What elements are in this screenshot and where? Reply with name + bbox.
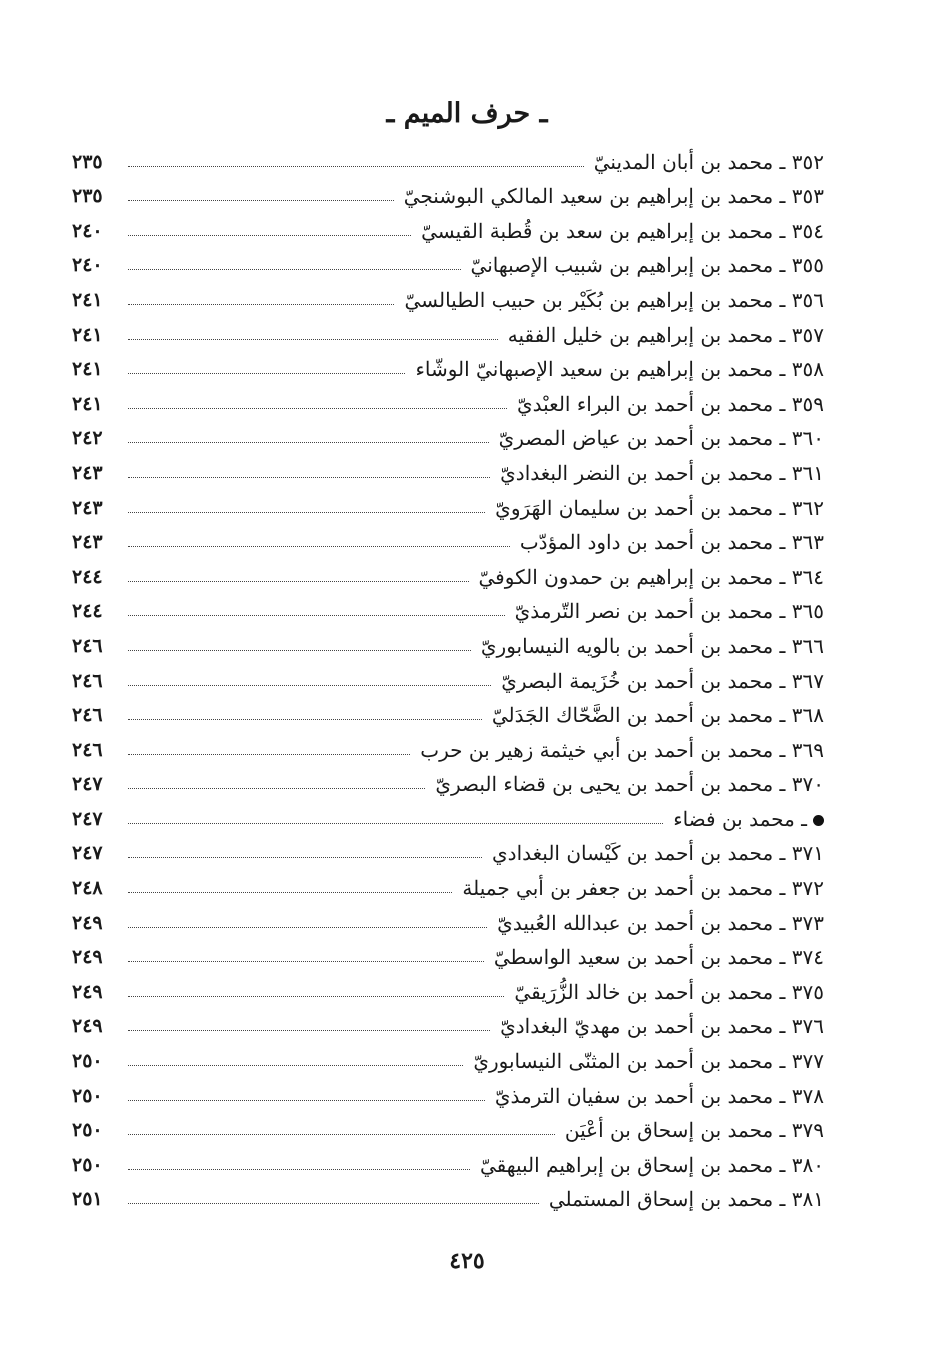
entry-title [492, 703, 824, 730]
index-entry [72, 1041, 824, 1076]
entry-page-number: ٢٤١ [72, 392, 103, 415]
entry-title-text: ٣٧٩ ـ محمد بن إسحاق بن أعْيَن [564, 1118, 824, 1143]
index-entry [72, 177, 824, 212]
entry-title-text: ٣٧٤ ـ محمد بن أحمد بن سعيد الواسطيّ [493, 945, 824, 970]
entry-title [520, 530, 824, 557]
index-entry [72, 280, 824, 315]
entry-title [494, 945, 824, 972]
entry-page-number: ٢٤٠ [72, 254, 103, 277]
dot-leader [128, 1065, 463, 1066]
index-entry [72, 730, 824, 765]
dot-leader [128, 650, 471, 651]
entry-title-text: ٣٧٥ ـ محمد بن أحمد بن خالد الزُّرَيقيّ [514, 979, 824, 1004]
entry-title-text: ٣٥٦ ـ محمد بن إبراهيم بن بُكَيْر بن حبيب الطيالسيّ [404, 287, 824, 312]
entry-page-number: ٢٤١ [72, 358, 103, 381]
entry-title-text: ٣٦٨ ـ محمد بن أحمد بن الضَّحّاك الجَدَليّ [491, 703, 824, 728]
entry-page-number: ٢٤٦ [72, 704, 103, 727]
index-entry [72, 1145, 824, 1180]
index-entry-list [72, 142, 824, 1214]
entry-title [404, 184, 824, 211]
dot-leader [128, 477, 490, 478]
dot-leader [128, 408, 507, 409]
entry-page-number: ٢٤٩ [72, 911, 103, 934]
entry-page-number: ٢٤٣ [72, 496, 103, 519]
dot-leader [128, 304, 394, 305]
entry-title [508, 323, 824, 350]
entry-page-number: ٢٥١ [72, 1188, 103, 1211]
dot-leader [128, 1030, 490, 1031]
entry-title-text: ٣٦٢ ـ محمد بن أحمد بن سليمان الهَرَويّ [495, 495, 824, 520]
entry-page-number: ٢٥٠ [72, 1084, 103, 1107]
dot-leader [128, 166, 584, 167]
entry-page-number: ٢٤١ [72, 323, 103, 346]
section-heading: ـ حرف الميم ـ [386, 98, 548, 129]
entry-title-text: ٣٥٨ ـ محمد بن إبراهيم بن سعيد الإصبهانيّ الوشّاء [415, 357, 824, 382]
index-entry [72, 488, 824, 523]
entry-title-text: ٣٥٧ ـ محمد بن إبراهيم بن خليل الفقيه [507, 322, 824, 347]
dot-leader [128, 996, 504, 997]
entry-title-text: ٣٥٣ ـ محمد بن إبراهيم بن سعيد المالكي البوشنجيّ [403, 184, 824, 209]
index-entry [72, 903, 824, 938]
dot-leader [128, 754, 410, 755]
entry-title [495, 1084, 824, 1111]
entry-title-text: ـ محمد بن فضاء [673, 806, 807, 831]
entry-page-number: ٢٤٣ [72, 461, 103, 484]
entry-title [594, 150, 824, 177]
entry-title [404, 288, 824, 315]
dot-leader [128, 269, 461, 270]
dot-leader [128, 1100, 485, 1101]
entry-title [499, 426, 824, 453]
bullet-icon [813, 815, 824, 826]
entry-title-text: ٣٦٥ ـ محمد بن أحمد بن نصر التّرمذيّ [514, 599, 824, 624]
index-entry [72, 696, 824, 731]
entry-page-number: ٢٥٠ [72, 1050, 103, 1073]
entry-title [473, 1049, 824, 1076]
entry-page-number: ٢٤٩ [72, 946, 103, 969]
index-entry [72, 972, 824, 1007]
dot-leader [128, 927, 487, 928]
entry-page-number: ٢٤٧ [72, 842, 103, 865]
entry-page-number: ٢٤٩ [72, 1015, 103, 1038]
dot-leader [128, 546, 510, 547]
entry-title-text: ٣٧١ ـ محمد بن أحمد بن كَيْسان البغدادي [492, 841, 824, 866]
index-entry [72, 557, 824, 592]
entry-title-text: ٣٧٦ ـ محمد بن أحمد بن مهديّ البغداديّ [500, 1014, 824, 1039]
entry-page-number: ٢٤٨ [72, 877, 103, 900]
entry-page-number: ٢٤٦ [72, 669, 103, 692]
dot-leader [128, 788, 425, 789]
entry-title [480, 1153, 824, 1180]
entry-title [673, 807, 824, 834]
dot-leader [128, 442, 489, 443]
entry-title [492, 841, 824, 868]
index-entry [72, 765, 824, 800]
entry-title [435, 772, 824, 799]
entry-title-text: ٣٦٠ ـ محمد بن أحمد بن عياض المصريّ [498, 426, 824, 451]
dot-leader [128, 615, 505, 616]
entry-title-text: ٣٥٥ ـ محمد بن إبراهيم بن شبيب الإصبهانيّ [470, 253, 824, 278]
dot-leader [128, 719, 482, 720]
entry-page-number: ٢٤٧ [72, 807, 103, 830]
dot-leader [128, 235, 411, 236]
entry-page-number: ٢٤٦ [72, 738, 103, 761]
index-entry [72, 592, 824, 627]
dot-leader [128, 373, 405, 374]
entry-title [471, 253, 824, 280]
entry-title-text: ٣٧٠ ـ محمد بن أحمد بن يحيى بن قضاء البصريّ [435, 772, 824, 797]
entry-page-number: ٢٤٣ [72, 531, 103, 554]
dot-leader [128, 961, 484, 962]
index-entry [72, 799, 824, 834]
entry-title [515, 599, 824, 626]
entry-title [415, 357, 824, 384]
entry-title [481, 634, 824, 661]
entry-title-text: ٣٦٣ ـ محمد بن أحمد بن داود المؤدّب [519, 530, 824, 555]
entry-title [549, 1187, 824, 1214]
entry-title-text: ٣٦١ ـ محمد بن أحمد بن النضر البغداديّ [500, 460, 824, 485]
entry-title-text: ٣٥٤ ـ محمد بن إبراهيم بن سعد بن قُطبة القيسيّ [421, 218, 824, 243]
entry-page-number: ٢٤٠ [72, 219, 103, 242]
dot-leader [128, 1169, 470, 1170]
entry-title-text: ٣٧٢ ـ محمد بن أحمد بن جعفر بن أبي جميلة [462, 876, 824, 901]
entry-title [517, 392, 824, 419]
index-entry [72, 1111, 824, 1146]
entry-title-text: ٣٨٠ ـ محمد بن إسحاق بن إبراهيم البيهقيّ [479, 1152, 824, 1177]
entry-title [565, 1118, 824, 1145]
entry-title-text: ٣٦٩ ـ محمد بن أحمد بن أبي خيثمة زهير بن حرب [420, 737, 824, 762]
entry-title [500, 1014, 824, 1041]
entry-page-number: ٢٤٤ [72, 565, 103, 588]
index-entry [72, 868, 824, 903]
entry-page-number: ٢٥٠ [72, 1153, 103, 1176]
entry-title-text: ٣٥٩ ـ محمد بن أحمد بن البراء العبْديّ [516, 391, 824, 416]
index-entry [72, 1180, 824, 1215]
index-entry [72, 211, 824, 246]
dot-leader [128, 1203, 539, 1204]
dot-leader [128, 685, 491, 686]
entry-title [479, 565, 825, 592]
entry-title [514, 980, 824, 1007]
entry-page-number: ٢٣٥ [72, 185, 103, 208]
index-entry [72, 661, 824, 696]
entry-title-text: ٣٥٢ ـ محمد بن أبان المدينيّ [593, 149, 824, 174]
entry-title-text: ٣٧٨ ـ محمد بن أحمد بن سفيان الترمذيّ [494, 1083, 824, 1108]
dot-leader [128, 512, 485, 513]
index-entry [72, 419, 824, 454]
index-entry [72, 315, 824, 350]
entry-page-number: ٢٤٦ [72, 634, 103, 657]
dot-leader [128, 581, 469, 582]
entry-title [495, 496, 824, 523]
entry-page-number: ٢٤٧ [72, 773, 103, 796]
entry-title-text: ٣٦٤ ـ محمد بن إبراهيم بن حمدون الكوفيّ [478, 564, 824, 589]
dot-leader [128, 892, 452, 893]
dot-leader [128, 1134, 555, 1135]
entry-page-number: ٢٤١ [72, 288, 103, 311]
dot-leader [128, 200, 394, 201]
entry-title [420, 738, 824, 765]
page-number: ٤٢٥ [449, 1248, 485, 1274]
dot-leader [128, 823, 663, 824]
entry-title-text: ٣٨١ ـ محمد بن إسحاق المستملي [548, 1187, 824, 1212]
index-entry [72, 142, 824, 177]
entry-page-number: ٢٤٩ [72, 980, 103, 1003]
entry-page-number: ٢٣٥ [72, 150, 103, 173]
index-entry [72, 453, 824, 488]
entry-title [462, 876, 824, 903]
entry-title-text: ٣٧٧ ـ محمد بن أحمد بن المثنّى النيسابوريّ [473, 1049, 824, 1074]
index-entry [72, 626, 824, 661]
entry-title [500, 461, 824, 488]
entry-page-number: ٢٤٢ [72, 427, 103, 450]
entry-title-text: ٣٦٦ ـ محمد بن أحمد بن بالويه النيسابوريّ [480, 633, 824, 658]
index-entry [72, 834, 824, 869]
index-entry [72, 384, 824, 419]
entry-title [421, 219, 824, 246]
index-entry [72, 938, 824, 973]
entry-page-number: ٢٥٠ [72, 1119, 103, 1142]
index-entry [72, 523, 824, 558]
entry-title-text: ٣٦٧ ـ محمد بن أحمد بن خُزَيمة البصريّ [501, 668, 824, 693]
index-entry [72, 350, 824, 385]
dot-leader [128, 339, 498, 340]
entry-title [497, 911, 824, 938]
dot-leader [128, 857, 482, 858]
index-entry [72, 1007, 824, 1042]
index-entry [72, 246, 824, 281]
index-entry [72, 1076, 824, 1111]
entry-title-text: ٣٧٣ ـ محمد بن أحمد بن عبدالله العُبيديّ [497, 910, 824, 935]
entry-page-number: ٢٤٤ [72, 600, 103, 623]
entry-title [501, 669, 824, 696]
